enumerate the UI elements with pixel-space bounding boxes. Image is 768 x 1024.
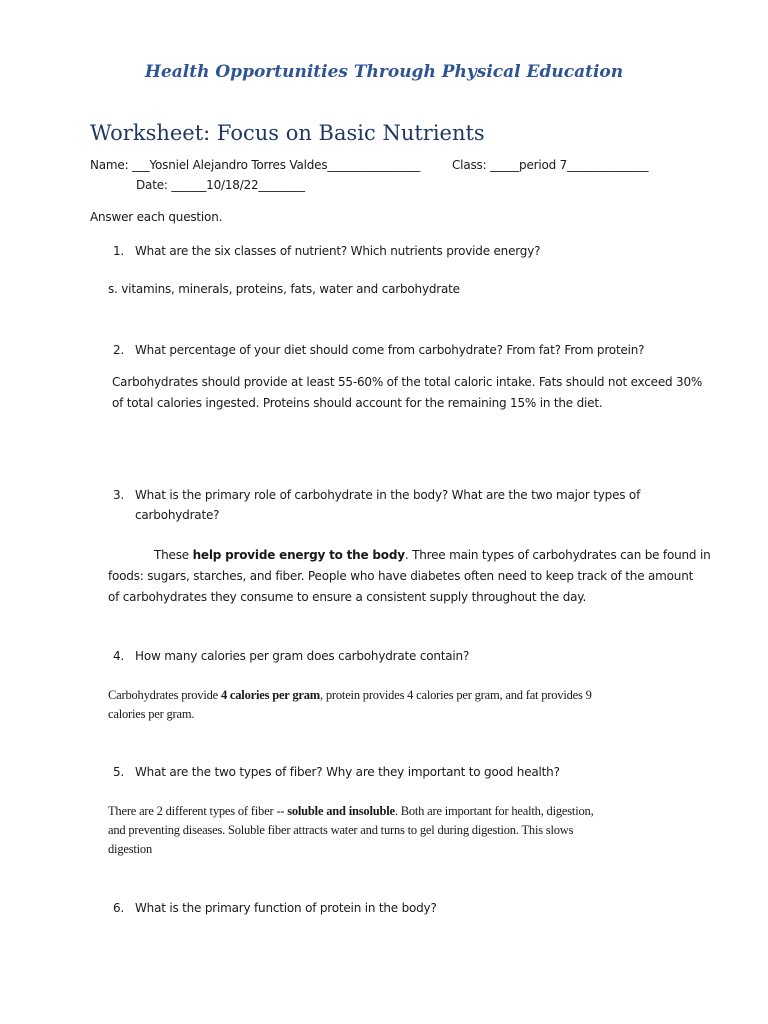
question-number: 5. xyxy=(113,765,125,779)
question-number: 1. xyxy=(113,244,125,258)
question-number: 2. xyxy=(113,343,125,357)
answer-5-line-1 xyxy=(108,802,594,821)
question-number: 3. xyxy=(113,488,125,502)
answer-5-line-2: and preventing diseases. Soluble fiber attracts water and turns to gel during digestion. This slows xyxy=(108,823,574,837)
answer-intro: There are 2 different types of fiber -- xyxy=(108,804,288,818)
answer-1: s. vitamins, minerals, proteins, fats, water and carbohydrate xyxy=(108,282,460,296)
answer-4-line-1 xyxy=(108,686,592,705)
question-text: What are the six classes of nutrient? Which nutrients provide energy? xyxy=(135,244,541,258)
question-text-line-2: carbohydrate? xyxy=(135,508,220,522)
answer-5-line-3: digestion xyxy=(108,842,153,856)
class-line: Class: _____period 7______________ xyxy=(452,158,649,172)
instructions: Answer each question. xyxy=(90,210,223,224)
answer-3-line-2: foods: sugars, starches, and fiber. People who have diabetes often need to keep track of the amount xyxy=(108,569,694,583)
worksheet-title: Worksheet: Focus on Basic Nutrients xyxy=(90,121,485,145)
answer-3-line-1 xyxy=(154,545,710,566)
program-title: Health Opportunities Through Physical Education xyxy=(144,62,624,82)
question-text: What are the two types of fiber? Why are they important to good health? xyxy=(135,765,560,779)
answer-emphasis: soluble and insoluble xyxy=(287,804,395,818)
answer-intro: These xyxy=(154,548,193,562)
question-number: 6. xyxy=(113,901,125,915)
answer-3-line-3: of carbohydrates they consume to ensure a consistent supply throughout the day. xyxy=(108,590,587,604)
answer-emphasis: 4 calories per gram xyxy=(220,688,321,702)
question-text: What is the primary function of protein in the body? xyxy=(135,901,437,915)
answer-emphasis: help provide energy to the body xyxy=(192,548,405,562)
answer-2-line-1: Carbohydrates should provide at least 55-60% of the total caloric intake. Fats should not exceed 30% xyxy=(112,375,703,389)
answer-rest: . Three main types of carbohydrates can be found in xyxy=(404,548,711,562)
student-name-line: Name: ___Yosniel Alejandro Torres Valdes________________ xyxy=(90,158,421,172)
answer-4-line-2: calories per gram. xyxy=(108,707,195,721)
question-number: 4. xyxy=(113,649,125,663)
date-line: Date: ______10/18/22________ xyxy=(136,178,305,192)
question-text: What percentage of your diet should come from carbohydrate? From fat? From protein? xyxy=(135,343,645,357)
answer-2-line-2: of total calories ingested. Proteins should account for the remaining 15% in the diet. xyxy=(112,396,603,410)
question-text-line-1: What is the primary role of carbohydrate in the body? What are the two major types of xyxy=(135,488,641,502)
answer-rest: , protein provides 4 calories per gram, and fat provides 9 xyxy=(320,688,592,702)
answer-intro: Carbohydrates provide xyxy=(108,688,221,702)
question-text: How many calories per gram does carbohydrate contain? xyxy=(135,649,470,663)
answer-rest: . Both are important for health, digestion, xyxy=(394,804,594,818)
